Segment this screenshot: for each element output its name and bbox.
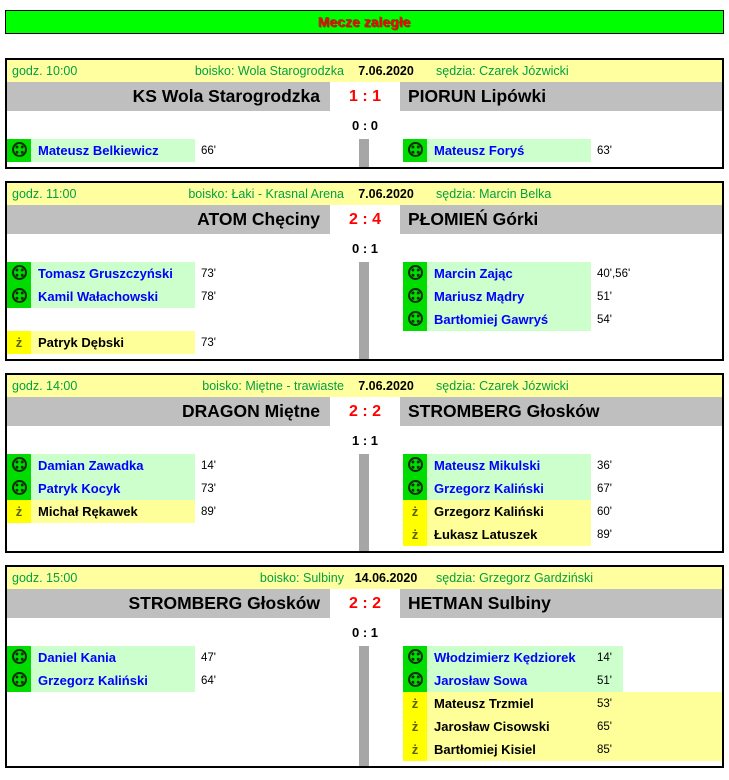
yellow-card-row: [403, 692, 722, 715]
player-name: Mariusz Mądry: [427, 285, 591, 308]
player-name: Grzegorz Kaliński: [427, 500, 591, 523]
referee-label: sędzia: Czarek Józwicki: [436, 64, 569, 78]
home-events-column: [7, 454, 403, 546]
goal-icon-cell: [7, 262, 31, 285]
events-area: [7, 262, 722, 359]
halftime-row: [7, 234, 722, 262]
halftime-spacer: [7, 111, 330, 139]
soccer-ball-icon: [11, 479, 28, 499]
goal-minute: 89': [201, 505, 216, 518]
halftime-row: [7, 426, 722, 454]
soccer-ball-icon: [407, 287, 424, 307]
center-divider: [359, 454, 369, 551]
goal-minute: 89': [597, 528, 612, 541]
halftime-spacer: [7, 426, 330, 454]
venue-label: boisko: Łaki - Krasnal Arena: [188, 187, 344, 201]
soccer-ball-icon: [11, 671, 28, 691]
match-header: [7, 375, 722, 397]
match-date: 7.06.2020: [358, 187, 414, 201]
yellow-card-icon: ż: [7, 500, 31, 523]
event-row-blank: [7, 523, 403, 546]
home-events-column: [7, 262, 403, 354]
match-header: [7, 60, 722, 82]
goal-minute: 66': [201, 144, 216, 157]
goal-row: [7, 285, 403, 308]
goal-icon-cell: [403, 308, 427, 331]
goal-row: [7, 477, 403, 500]
center-divider: [359, 139, 369, 167]
player-name: Jarosław Sowa: [427, 669, 591, 692]
soccer-ball-icon: [407, 479, 424, 499]
goal-minute: 54': [597, 313, 612, 326]
goal-minute: 51': [597, 290, 612, 303]
kickoff-time: godz. 11:00: [12, 187, 77, 201]
match-date: 7.06.2020: [358, 64, 414, 78]
match-date: 7.06.2020: [358, 379, 414, 393]
yellow-card-icon: ż: [403, 692, 427, 715]
goal-minute: 64': [201, 674, 216, 687]
goal-minute: 53': [591, 692, 722, 715]
player-name: Patryk Kocyk: [31, 477, 195, 500]
player-name: Grzegorz Kaliński: [427, 477, 591, 500]
goal-icon-cell: [403, 477, 427, 500]
player-name: Mateusz Belkiewicz: [31, 139, 195, 162]
events-area: [7, 454, 722, 551]
yellow-card-row: [7, 331, 403, 354]
match-list: [0, 58, 729, 768]
home-events-column: [7, 139, 403, 162]
match-header: [7, 183, 722, 205]
goal-row: [7, 262, 403, 285]
halftime-row: [7, 618, 722, 646]
away-team-name: HETMAN Sulbiny: [400, 589, 722, 618]
event-row-blank: [403, 331, 722, 354]
yellow-card-row: [403, 738, 722, 761]
teams-score-row: [7, 589, 722, 618]
home-team-name: DRAGON Miętne: [7, 397, 330, 426]
halftime-score: 0 : 0: [351, 117, 378, 133]
player-name: Marcin Zając: [427, 262, 591, 285]
yellow-card-icon: ż: [403, 523, 427, 546]
goal-row: [7, 646, 403, 669]
soccer-ball-icon: [407, 264, 424, 284]
events-area: [7, 646, 722, 766]
player-name: Kamil Wałachowski: [31, 285, 195, 308]
goal-row: [403, 308, 722, 331]
goal-row: [403, 669, 722, 692]
event-row-blank: [7, 715, 403, 738]
home-team-name: KS Wola Starogrodzka: [7, 82, 330, 111]
player-name: Tomasz Gruszczyński: [31, 262, 195, 285]
soccer-ball-icon: [407, 310, 424, 330]
goal-icon-cell: [403, 646, 427, 669]
goal-minute: 51': [591, 669, 623, 692]
goal-icon-cell: [7, 454, 31, 477]
player-name: Jarosław Cisowski: [427, 715, 591, 738]
goal-minute: 65': [591, 715, 722, 738]
soccer-ball-icon: [11, 264, 28, 284]
referee-label: sędzia: Czarek Józwicki: [436, 379, 569, 393]
center-divider: [359, 646, 369, 766]
goal-minute: 40',56': [597, 267, 631, 280]
soccer-ball-icon: [11, 287, 28, 307]
event-row-blank: [7, 692, 403, 715]
teams-score-row: [7, 205, 722, 234]
player-name: Mateusz Mikulski: [427, 454, 591, 477]
goal-row: [403, 262, 722, 285]
match-date: 14.06.2020: [354, 571, 418, 585]
yellow-card-row: [403, 715, 722, 738]
goal-icon-cell: [7, 669, 31, 692]
goal-minute: 60': [597, 505, 612, 518]
goal-row: [403, 454, 722, 477]
player-name: Daniel Kania: [31, 646, 195, 669]
goal-minute: 14': [201, 459, 216, 472]
halftime-score: 0 : 1: [351, 240, 378, 256]
yellow-card-row: [7, 500, 403, 523]
soccer-ball-icon: [11, 141, 28, 161]
yellow-card-icon: ż: [403, 500, 427, 523]
goal-row: [7, 139, 403, 162]
venue-label: boisko: Miętne - trawiaste: [202, 379, 344, 393]
player-name: Grzegorz Kaliński: [31, 669, 195, 692]
goal-icon-cell: [7, 285, 31, 308]
match-block: [5, 565, 724, 768]
final-score: 1 : 1: [348, 87, 381, 105]
goal-icon-cell: [7, 477, 31, 500]
player-name: Włodzimierz Kędziorek: [427, 646, 591, 669]
goal-row: [7, 669, 403, 692]
halftime-row: [7, 111, 722, 139]
soccer-ball-icon: [407, 456, 424, 476]
soccer-ball-icon: [11, 648, 28, 668]
goal-row: [7, 454, 403, 477]
goal-icon-cell: [403, 669, 427, 692]
away-events-column: [403, 454, 722, 546]
halftime-score: 1 : 1: [351, 432, 378, 448]
halftime-spacer: [7, 618, 330, 646]
away-team-name: PIORUN Lipówki: [400, 82, 722, 111]
center-divider: [359, 262, 369, 359]
player-name: Damian Zawadka: [31, 454, 195, 477]
goal-minute: 78': [201, 290, 216, 303]
goal-row: [403, 646, 722, 669]
goal-minute: 73': [201, 267, 216, 280]
halftime-spacer: [7, 234, 330, 262]
home-events-column: [7, 646, 403, 761]
player-name: Bartłomiej Gawryś: [427, 308, 591, 331]
kickoff-time: godz. 10:00: [12, 64, 78, 78]
goal-icon-cell: [403, 285, 427, 308]
player-name: Patryk Dębski: [31, 331, 195, 354]
teams-score-row: [7, 397, 722, 426]
away-events-column: [403, 646, 722, 761]
soccer-ball-icon: [407, 141, 424, 161]
yellow-card-row: [403, 523, 722, 546]
venue-label: boisko: Wola Starogrodzka: [194, 64, 344, 78]
event-row-blank: [7, 308, 403, 331]
goal-icon-cell: [403, 454, 427, 477]
page-title: Mecze zaległe: [5, 10, 724, 34]
match-block: [5, 181, 724, 361]
away-team-name: PŁOMIEŃ Górki: [400, 205, 722, 234]
final-score: 2 : 4: [348, 210, 381, 228]
kickoff-time: godz. 15:00: [12, 571, 78, 585]
match-block: [5, 373, 724, 553]
final-score: 2 : 2: [348, 402, 381, 420]
goal-minute: 85': [591, 738, 722, 761]
player-name: Mateusz Foryś: [427, 139, 591, 162]
goal-minute: 36': [597, 459, 612, 472]
match-header: [7, 567, 722, 589]
referee-label: sędzia: Grzegorz Gardziński: [436, 571, 594, 585]
goal-row: [403, 477, 722, 500]
goal-minute: 63': [597, 144, 612, 157]
match-block: [5, 58, 724, 169]
yellow-card-icon: ż: [7, 331, 31, 354]
referee-label: sędzia: Marcin Belka: [436, 187, 552, 201]
goal-minute: 14': [591, 646, 623, 669]
player-name: Łukasz Latuszek: [427, 523, 591, 546]
goal-minute: 67': [597, 482, 612, 495]
home-team-name: ATOM Chęciny: [7, 205, 330, 234]
event-row-blank: [7, 738, 403, 761]
soccer-ball-icon: [11, 456, 28, 476]
goal-minute: 47': [201, 651, 216, 664]
player-name: Michał Rękawek: [31, 500, 195, 523]
goal-icon-cell: [403, 262, 427, 285]
events-area: [7, 139, 722, 167]
goal-row: [403, 285, 722, 308]
away-events-column: [403, 262, 722, 354]
goal-icon-cell: [403, 139, 427, 162]
away-team-name: STROMBERG Głosków: [400, 397, 722, 426]
goal-icon-cell: [7, 646, 31, 669]
yellow-card-icon: ż: [403, 715, 427, 738]
goal-row: [403, 139, 722, 162]
yellow-card-row: [403, 500, 722, 523]
goal-icon-cell: [7, 139, 31, 162]
away-events-column: [403, 139, 722, 162]
venue-label: boisko: Sulbiny: [259, 571, 344, 585]
player-name: Bartłomiej Kisiel: [427, 738, 591, 761]
home-team-name: STROMBERG Głosków: [7, 589, 330, 618]
goal-minute: 73': [201, 336, 216, 349]
halftime-score: 0 : 1: [351, 624, 378, 640]
yellow-card-icon: ż: [403, 738, 427, 761]
goal-minute: 73': [201, 482, 216, 495]
player-name: Mateusz Trzmiel: [427, 692, 591, 715]
kickoff-time: godz. 14:00: [12, 379, 78, 393]
soccer-ball-icon: [407, 671, 424, 691]
soccer-ball-icon: [407, 648, 424, 668]
teams-score-row: [7, 82, 722, 111]
final-score: 2 : 2: [348, 594, 381, 612]
